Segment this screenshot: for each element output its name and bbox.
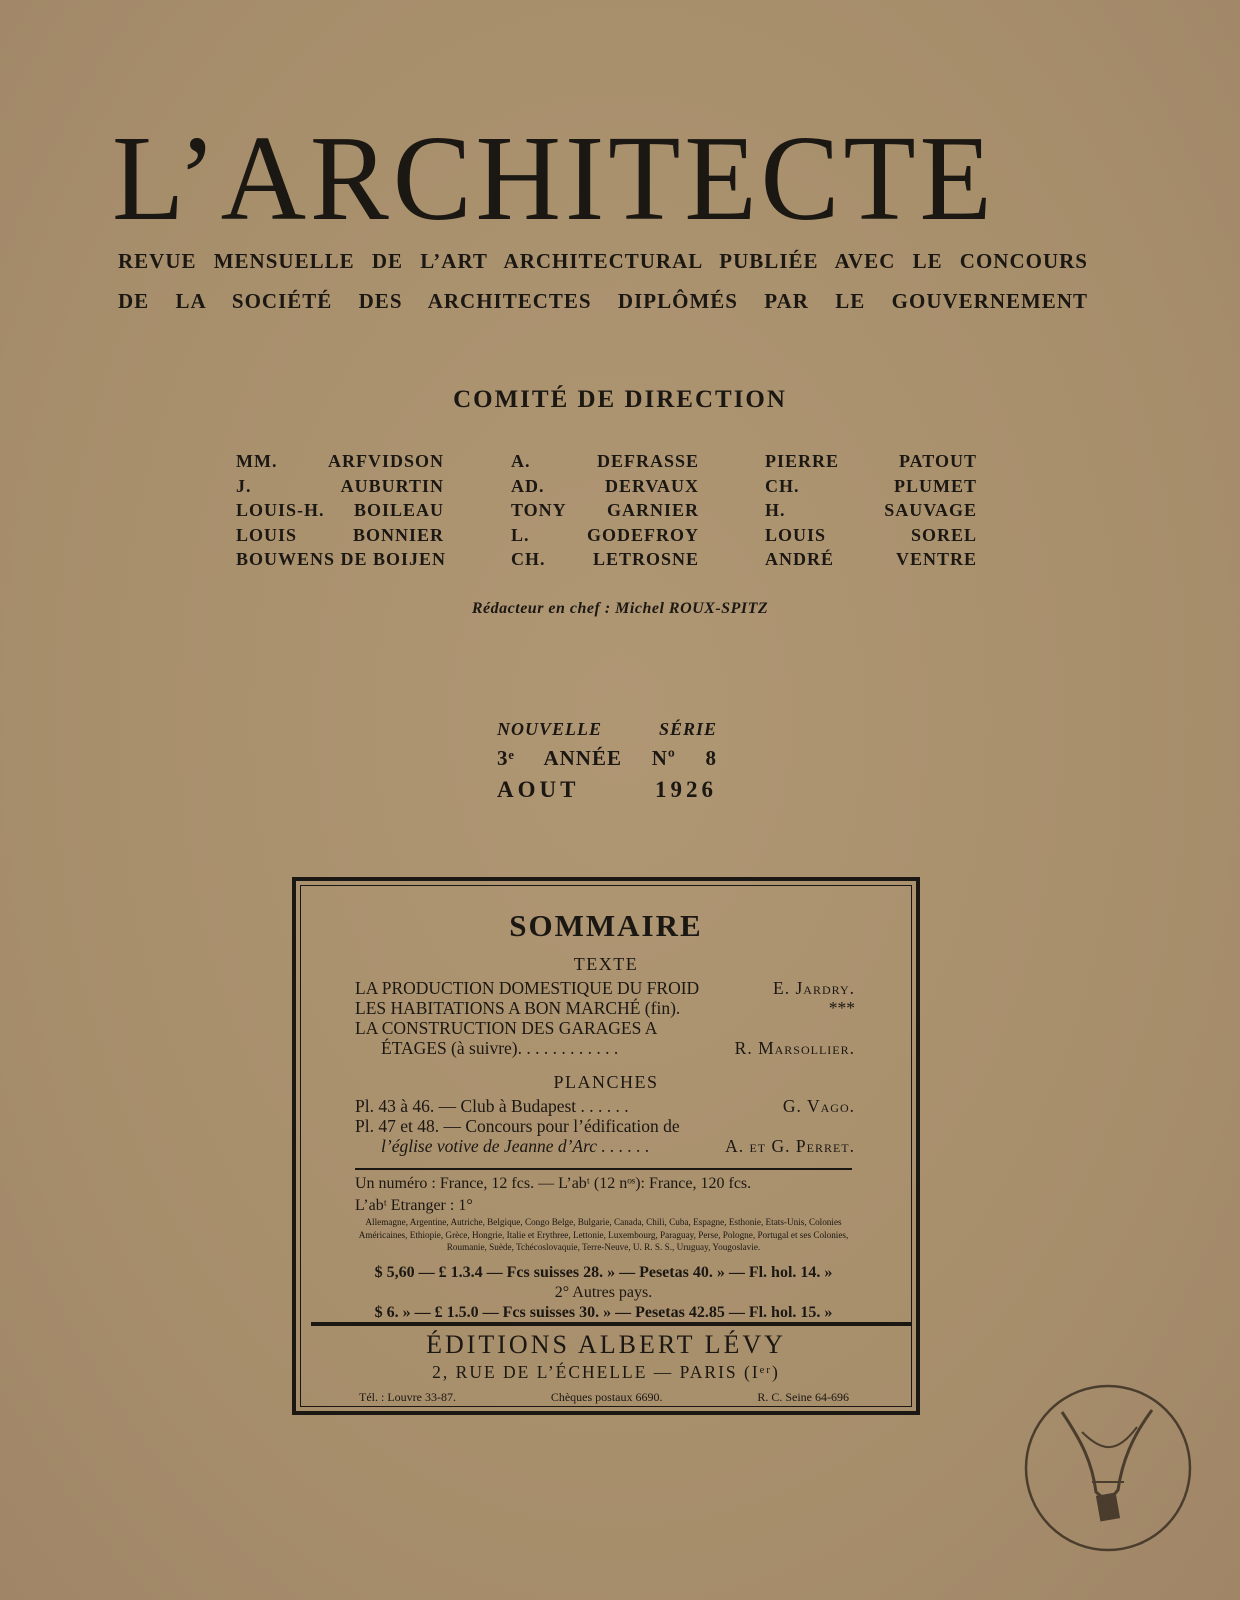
toc-entry-title: LES HABITATIONS A BON MARCHÉ (fin). [355,998,681,1018]
price-group-2: $ 6. » — £ 1.5.0 — Fcs suisses 30. » — Pesetas 42.85 — Fl. hol. 15. » [374,1304,833,1321]
committee-column-1 [236,449,447,572]
committee-column-3 [765,449,977,572]
toc-entry-author: R. Marsollier. [734,1038,855,1058]
phone: Tél. : Louvre 33-87. [359,1390,456,1404]
summary-box [292,877,920,1415]
committee-member: BOUWENS DE BOIJEN [236,549,447,570]
summary-title: SOMMAIRE [509,908,703,943]
plate-entry [355,1096,855,1117]
committee-member: LOUIS BONNIER [236,524,444,545]
plate-entry-author: A. et G. Perret. [725,1136,855,1156]
committee-column-2 [511,449,699,572]
plates-section-heading: PLANCHES [553,1072,659,1092]
text-section-heading: TEXTE [573,954,639,974]
plate-entry [355,1136,855,1157]
price-group-1: $ 5,60 — £ 1.3.4 — Fcs suisses 28. » — Pesetas 40. » — Fl. hol. 14. » [374,1264,833,1281]
price-foreign-heading: L’abᵗ Etranger : 1° [355,1197,473,1214]
committee-member: LOUIS-H. BOILEAU [236,500,444,521]
summary-inner-frame [300,885,912,1407]
magazine-title: L’ARCHITECTE [112,111,996,246]
committee-member: LOUIS SOREL [765,524,977,545]
committee-member: TONY GARNIER [511,500,699,521]
committee-member: AD. DERVAUX [511,475,699,496]
editor-in-chief: Rédacteur en chef : Michel ROUX-SPITZ [471,600,769,617]
price-country-list: Allemagne, Argentine, Autriche, Belgique, Congo Belge, Bulgarie, Canada, Chili, Cuba, Espagne, Esthonie, Etats-Unis, Colonies Américaines, Ethiopie, Grèce, Hongrie, Italie et Erythree, Lettonie, Luxembourg, Paraguay, Perse, Pologne, Portugal et ses Colonies, Roumanie, Suède, Tchécoslovaquie, Terre-Neuve, U. R. S. S., Uruguay, Yougoslavie. [358,1217,849,1252]
toc-entry [355,978,855,999]
committee-member: MM. ARFVIDSON [236,451,444,471]
hand-holding-pen-stamp-icon [1022,1382,1194,1554]
committee-member: PIERRE PATOUT [765,451,977,471]
publisher-address: 2, RUE DE L’ÉCHELLE — PARIS (Iᵉʳ) [432,1362,780,1382]
toc-entry-title: LA CONSTRUCTION DES GARAGES A [355,1018,658,1038]
committee-member: CH. PLUMET [765,475,977,496]
committee-member: ANDRÉ VENTRE [765,549,977,570]
toc-entry [355,1038,855,1059]
divider [355,1168,852,1170]
committee-member: A. DEFRASSE [511,451,699,471]
toc-entry-title: LA PRODUCTION DOMESTIQUE DU FROID [355,978,700,998]
plate-entry [355,1116,855,1137]
committee-member: H. SAUVAGE [765,500,977,521]
subtitle-line-2: DE LA SOCIÉTÉ DES ARCHITECTES DIPLÔMÉS PAR LE GOUVERNEMENT [118,289,1088,313]
thick-divider [311,1322,911,1326]
committee-title: COMITÉ DE DIRECTION [453,386,787,413]
trade-registry: R. C. Seine 64-696 [757,1390,849,1404]
plate-entry-title: Pl. 47 et 48. — Concours pour l’édification de [355,1116,680,1136]
plate-entry-title: Pl. 43 à 46. — Club à Budapest . . . . . . [355,1096,629,1116]
toc-entry-author: E. Jardry. [773,978,855,998]
publisher-name: ÉDITIONS ALBERT LÉVY [426,1330,786,1359]
committee-member: L. GODEFROY [511,524,699,545]
subtitle-line-1: REVUE MENSUELLE DE L’ART ARCHITECTURAL PUBLIÉE AVEC LE CONCOURS [118,249,1088,273]
toc-entry [355,1018,855,1039]
issue-number: 3ᵉ ANNÉE Nº 8 [497,746,717,770]
plate-entry-author: G. Vago. [782,1096,855,1116]
issue-date: AOUT 1926 [497,777,717,802]
toc-entry-title: ÉTAGES (à suivre). . . . . . . . . . . . [381,1038,619,1058]
toc-entry [355,998,855,1019]
publisher-contacts [359,1390,849,1405]
series-label: NOUVELLE SÉRIE [497,719,717,739]
price-other-countries: 2° Autres pays. [554,1284,653,1301]
committee-member: J. AUBURTIN [236,475,444,496]
committee-member: CH. LETROSNE [511,549,699,570]
plate-entry-title: l’église votive de Jeanne d’Arc . . . . . . [381,1136,650,1156]
price-single-issue: Un numéro : France, 12 fcs. — L’abᵗ (12 nᵒˢ): France, 120 fcs. [355,1175,752,1192]
toc-entry-author: *** [828,998,855,1018]
postal-cheques: Chèques postaux 6690. [550,1390,663,1404]
